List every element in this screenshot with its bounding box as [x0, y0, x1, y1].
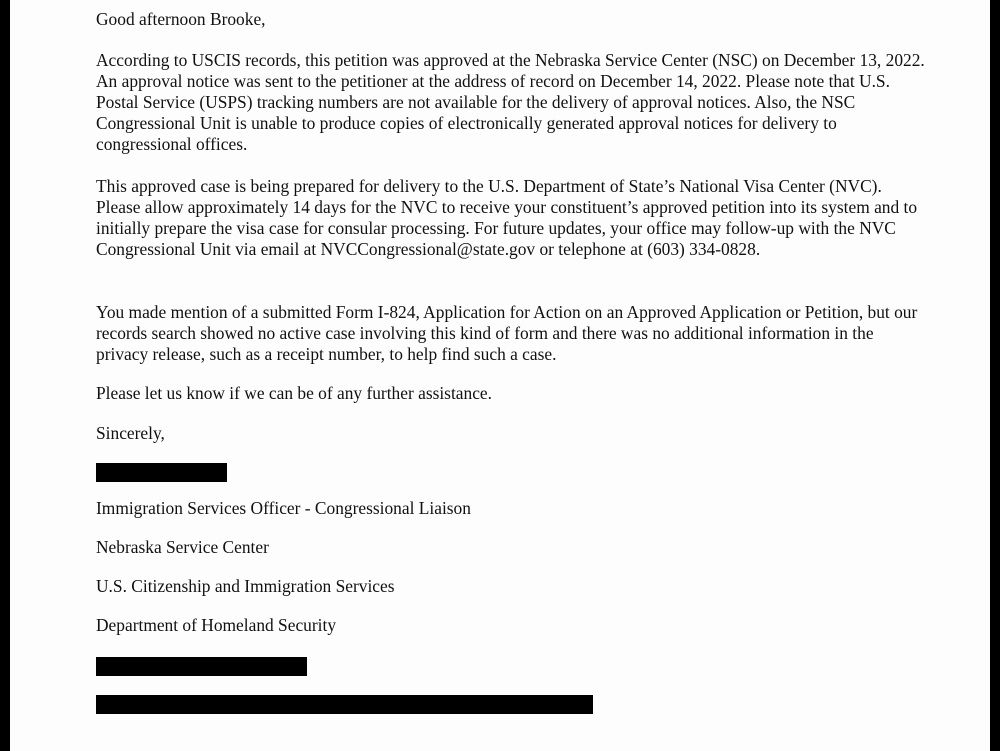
paragraph-form-i824: You made mention of a submitted Form I-824, Application for Action on an Approved Application or Petition, but our records search showed no active case involving this kind of form and there was no additional information in the privacy release, such as a receipt number, to help find such a case. — [96, 302, 918, 364]
signature-department: Department of Homeland Security — [96, 615, 337, 635]
letter-page — [10, 0, 990, 751]
signature-service-center: Nebraska Service Center — [96, 537, 269, 557]
paragraph-further-assistance: Please let us know if we can be of any further assistance. — [96, 383, 492, 403]
redacted-contact-line-1 — [96, 657, 307, 676]
redacted-signature-name — [96, 463, 227, 482]
paragraph-nvc-delivery: This approved case is being prepared for delivery to the U.S. Department of State’s National Visa Center (NVC). Please allow approximately 14 days for the NVC to receive your constituent’s approved petition into its system and to initially prepare the visa case for consular processing. For future updates, your office may follow-up with the NVC Congressional Unit via email at NVCCongressional@state.gov or telephone at (603) 334-0828. — [96, 176, 918, 259]
signature-title: Immigration Services Officer - Congressional Liaison — [96, 498, 471, 518]
signature-agency: U.S. Citizenship and Immigration Services — [96, 576, 395, 596]
paragraph-approval-notice: According to USCIS records, this petition was approved at the Nebraska Service Center (NSC) on December 13, 2022. An approval notice was sent to the petitioner at the address of record on December 14, 2022. Please note that U.S. Postal Service (USPS) tracking numbers are not available for the delivery of approval notices. Also, the NSC Congressional Unit is unable to produce copies of electronically generated approval notices for delivery to congressional offices. — [96, 50, 925, 154]
greeting: Good afternoon Brooke, — [96, 9, 266, 29]
closing: Sincerely, — [96, 423, 165, 443]
redacted-contact-line-2 — [96, 695, 593, 714]
